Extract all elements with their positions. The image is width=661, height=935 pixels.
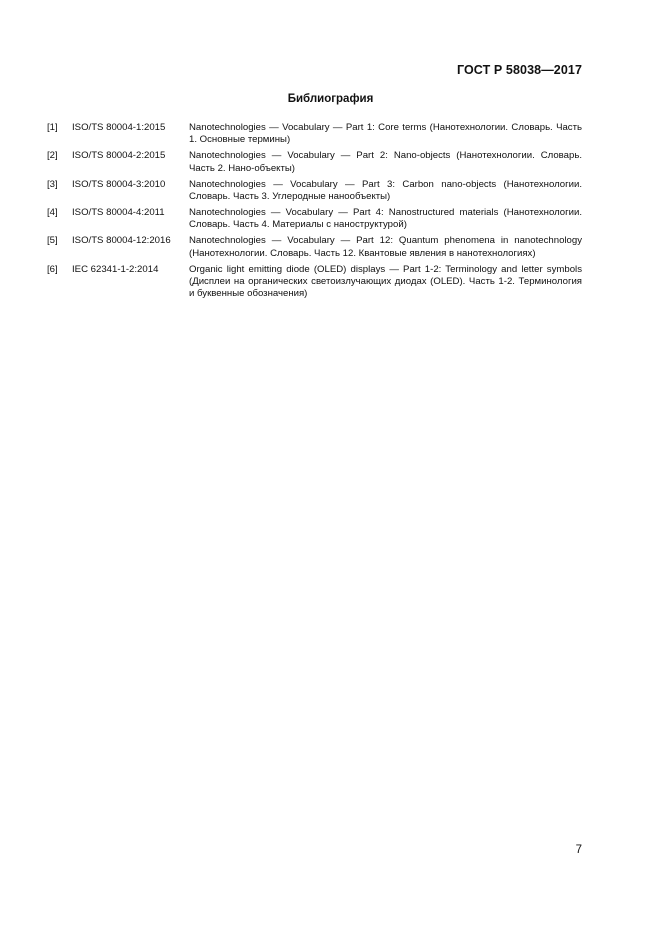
entry-standard-code: ISO/TS 80004-3:2010 <box>72 178 166 190</box>
entry-title: Nanotechnologies — Vocabulary — Part 2: Nano-objects (Нанотехнологии. Словарь. Часть 2. Нано-объекты) <box>189 150 582 174</box>
entry-title: Nanotechnologies — Vocabulary — Part 12: Quantum phenomena in nanotechnology (Нанотехнологии. Словарь. Часть 12. Квантовые явления в нанотехнологиях) <box>189 235 582 259</box>
bibliography-entry <box>47 207 582 232</box>
entry-standard-code: IEC 62341-1-2:2014 <box>72 263 159 275</box>
bibliography-entry <box>47 150 582 175</box>
entry-standard-code: ISO/TS 80004-2:2015 <box>72 150 166 162</box>
entry-number: [6] <box>47 263 58 275</box>
entry-number: [1] <box>47 122 58 133</box>
entry-title: Nanotechnologies — Vocabulary — Part 3: Carbon nano-objects (Нанотехнологии. Словарь. Часть 3. Углеродные нанообъекты) <box>189 178 582 203</box>
entry-number: [2] <box>47 150 58 162</box>
standard-code: ГОСТ Р 58038—2017 <box>456 63 582 77</box>
bibliography-entry <box>47 179 582 204</box>
entry-standard-code: ISO/TS 80004-12:2016 <box>72 235 171 247</box>
bibliography-list <box>47 122 582 304</box>
entry-title: Organic light emitting diode (OLED) displays — Part 1-2: Terminology and letter symbols (Дисплеи на органических светоизлучающих диодах (OLED). Часть 1-2. Терминология и буквенные обозначения) <box>189 263 582 300</box>
page-number: 7 <box>575 844 582 856</box>
entry-number: [5] <box>47 235 58 247</box>
entry-number: [3] <box>47 178 58 190</box>
bibliography-title: Библиография <box>287 93 374 105</box>
bibliography-entry <box>47 122 582 147</box>
bibliography-entry <box>47 264 582 301</box>
entry-title: Nanotechnologies — Vocabulary — Part 4: Nanostructured materials (Нанотехнологии. Словарь. Часть 4. Материалы с наноструктурой) <box>189 206 582 231</box>
entry-title: Nanotechnologies — Vocabulary — Part 1: Core terms (Нанотехнологии. Словарь. Часть 1. Основные термины) <box>189 122 582 146</box>
bibliography-entry <box>47 235 582 260</box>
entry-number: [4] <box>47 206 58 218</box>
entry-standard-code: ISO/TS 80004-1:2015 <box>72 122 166 133</box>
entry-standard-code: ISO/TS 80004-4:2011 <box>72 206 165 218</box>
